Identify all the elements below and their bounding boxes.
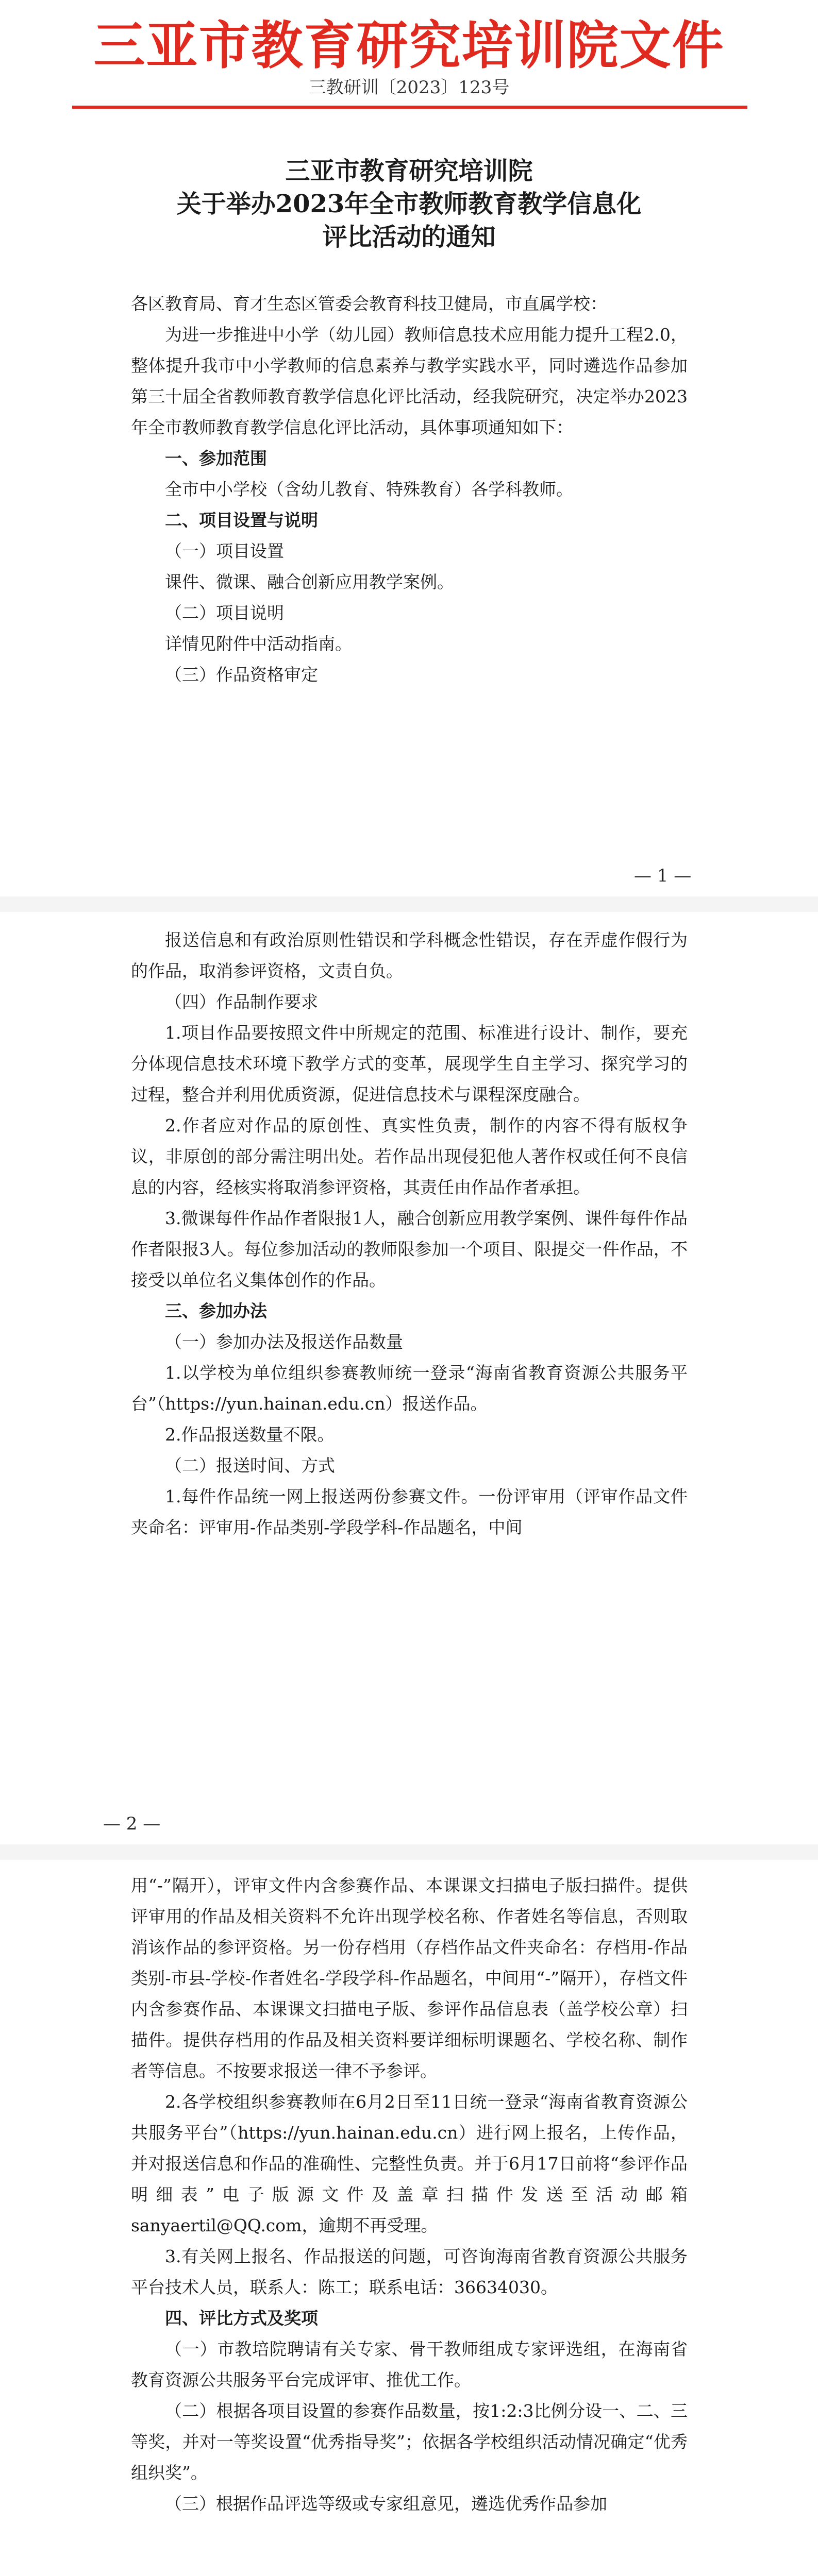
subheading: （二）项目说明 [165,603,284,623]
subheading: （四）作品制作要求 [165,992,318,1012]
subheading: （一）参加办法及报送作品数量 [165,1332,403,1352]
paragraph: 课件、微课、融合创新应用教学案例。 [165,572,454,592]
red-separator-line [72,106,747,109]
page3-body [131,1870,688,2519]
paragraph: 1.每件作品统一网上报送两份参赛文件。一份评审用（评审作品文件夹命名：评审用-作品类别-学段学科-作品题名，中间 [131,1486,688,1537]
paragraph: 2.作者应对作品的原创性、真实性负责，制作的内容不得有版权争议，非原创的部分需注明出处。若作品出现侵犯他人著作权或任何不良信息的内容，经核实将取消参评资格，其责任由作品作者承担。 [131,1115,688,1197]
paragraph: 2.各学校组织参赛教师在6月2日至11日统一登录“海南省教育资源公共服务平台”（https://yun.hainan.edu.cn）进行网上报名，上传作品，并对报送信息和作品的准确性、完整性负责。并于6月17日前将“参评作品明细表”电子版源文件及盖章扫描件发送至活动邮箱sanyaertil@QQ.com，逾期不再受理。 [131,2092,688,2235]
document-masthead: 三亚市教育研究培训院文件 [93,15,725,76]
page-break [0,896,818,912]
subheading: （一）项目设置 [165,541,284,561]
section-heading: 一、参加范围 [165,448,267,468]
paragraph: （一）市教培院聘请有关专家、骨干教师组成专家评选组，在海南省教育资源公共服务平台完成评审、推优工作。 [131,2339,688,2390]
subheading: （二）报送时间、方式 [165,1455,335,1476]
paragraph: 1.以学校为单位组织参赛教师统一登录“海南省教育资源公共服务平台”（https://yun.hainan.edu.cn）报送作品。 [131,1363,688,1414]
paragraph: 2.作品报送数量不限。 [165,1425,335,1445]
paragraph: 详情见附件中活动指南。 [165,634,352,654]
paragraph: 报送信息和有政治原则性错误和学科概念性错误，存在弄虚作假行为的作品，取消参评资格，文责自负。 [131,930,688,981]
title-line: 关于举办2023年全市教师教育教学信息化 [176,190,642,218]
paragraph: 3.微课每件作品作者限报1人，融合创新应用教学案例、课件每件作品作者限报3人。每位参加活动的教师限参加一个项目、限提交一件作品，不接受以单位名义集体创作的作品。 [131,1208,688,1290]
page1-body [131,289,688,690]
paragraph: 1.项目作品要按照文件中所规定的范围、标准进行设计、制作，要充分体现信息技术环境下教学方式的变革，展现学生自主学习、探究学习的过程，整合并利用优质资源，促进信息技术与课程深度融合。 [131,1023,688,1105]
paragraph: 用“-”隔开），评审文件内含参赛作品、本课课文扫描电子版扫描件。提供评审用的作品及相关资料不允许出现学校名称、作者姓名等信息，否则取消该作品的参评资格。另一份存档用（存档作品文件夹命名：存档用-作品类别-市县-学校-作者姓名-学段学科-作品题名，中间用“-”隔开），存档文件内含参赛作品、本课课文扫描电子版、参评作品信息表（盖学校公章）扫描件。提供存档用的作品及相关资料要详细标明课题名、学校名称、制作者等信息。不按要求报送一律不予参评。 [131,1875,688,2081]
addressee: 各区教育局、育才生态区管委会教育科技卫健局，市直属学校： [131,294,607,314]
title-line: 三亚市教育研究培训院 [285,157,533,185]
paragraph: 3.有关网上报名、作品报送的问题，可咨询海南省教育资源公共服务平台技术人员，联系人：陈工；联系电话：36634030。 [131,2246,688,2297]
page-number: — 1 — [634,866,692,886]
page-number: — 2 — [103,1814,161,1834]
subheading: （三）作品资格审定 [165,665,318,685]
intro-paragraph: 为进一步推进中小学（幼儿园）教师信息技术应用能力提升工程2.0，整体提升我市中小学教师的信息素养与教学实践水平，同时遴选作品参加第三十届全省教师教育教学信息化评比活动，经我院研究，决定举办2023年全市教师教育教学信息化评比活动，具体事项通知如下： [131,325,688,437]
paragraph: （三）根据作品评选等级或专家组意见，遴选优秀作品参加 [165,2494,607,2514]
title-line: 评比活动的通知 [322,223,496,251]
page-break [0,1844,818,1860]
section-heading: 四、评比方式及奖项 [165,2308,318,2328]
page2-body [131,925,688,1543]
section-heading: 三、参加办法 [165,1301,267,1321]
document-number: 三教研训〔2023〕123号 [308,77,510,98]
paragraph: （二）根据各项目设置的参赛作品数量，按1:2:3比例分设一、二、三等奖，并对一等奖设置“优秀指导奖”；依据各学校组织活动情况确定“优秀组织奖”。 [131,2401,688,2483]
document-title [0,155,818,253]
paragraph: 全市中小学校（含幼儿教育、特殊教育）各学科教师。 [165,479,573,499]
section-heading: 二、项目设置与说明 [165,510,318,530]
